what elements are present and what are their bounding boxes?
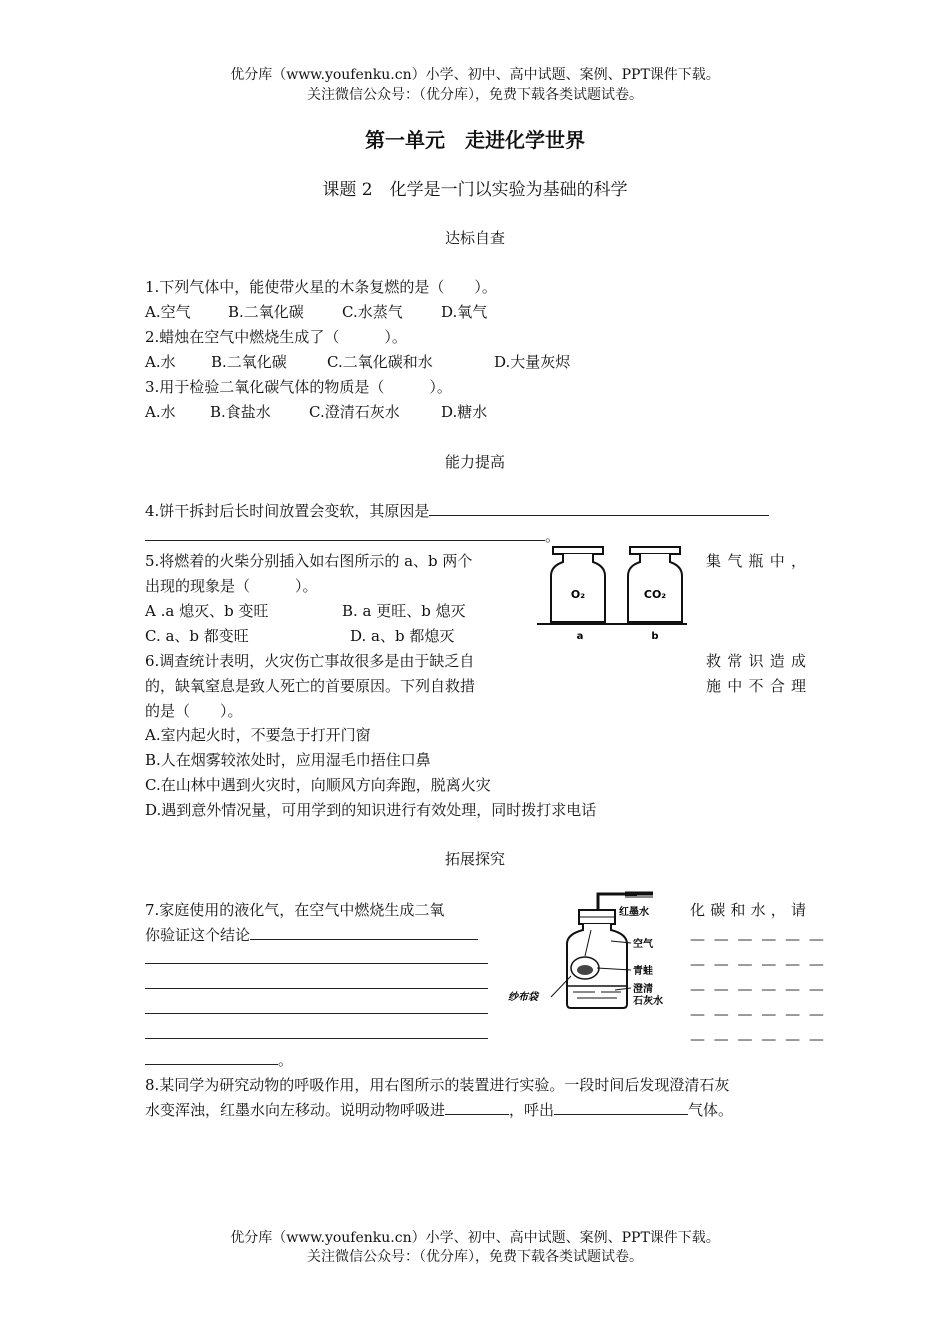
- lesson-title: 课题 2 化学是一门以实验为基础的科学: [322, 180, 628, 200]
- q7-answer-blank-1[interactable]: [250, 925, 478, 940]
- q1-option-d: D.氧气: [441, 303, 488, 321]
- q4-end: 。: [545, 527, 561, 545]
- q7-answer-blank-2[interactable]: [145, 949, 488, 964]
- q2-option-a: A.水: [145, 353, 176, 371]
- label-air: 空气: [633, 939, 653, 950]
- q3-option-d: D.糖水: [441, 403, 488, 421]
- jar-a-gas-label: O₂: [570, 588, 586, 601]
- q6-line1-right: 救常识造成: [706, 652, 806, 670]
- q7-answer-blank-6[interactable]: [145, 1050, 278, 1065]
- q5-line1-right: 集气瓶中，: [706, 552, 806, 570]
- q6-line3: 的是（ ）。: [145, 702, 243, 720]
- page-footer-line1: 优分库（www.youfenku.cn）小学、初中、高中试题、案例、PPT课件下载。: [230, 1230, 720, 1246]
- q3-option-a: A.水: [145, 403, 176, 421]
- q8-blank-exhale[interactable]: [554, 1100, 688, 1115]
- jar-b-gas-label: CO₂: [643, 588, 667, 601]
- q7-line1-left: 7.家庭使用的液化气，在空气中燃烧生成二氧: [145, 901, 445, 919]
- q6-line2-left: 的，缺氧窒息是致人死亡的首要原因。下列自救措: [145, 677, 476, 695]
- q7-answer-blank-4[interactable]: [145, 999, 488, 1014]
- q6-option-a: A.室内起火时，不要急于打开门窗: [145, 726, 371, 744]
- section-heading-basic: 达标自查: [444, 229, 505, 247]
- q4-stem: 4.饼干拆封后长时间放置会变软，其原因是: [145, 502, 430, 520]
- q3-option-b: B.食盐水: [210, 403, 271, 421]
- q6-option-d: D.遇到意外情况量，可用学到的知识进行有效处理，同时拨打求电话: [145, 801, 597, 819]
- q7-stem-end: 你验证这个结论: [145, 926, 251, 944]
- page-footer-line2: 关注微信公众号：（优分库），免费下载各类试题试卷。: [307, 1249, 643, 1265]
- q7-answer-blank-5[interactable]: [145, 1024, 488, 1039]
- q6-line2-right: 施中不合理: [706, 677, 806, 695]
- section-heading-extend: 拓展探究: [444, 850, 505, 868]
- q2-stem: 2.蜡烛在空气中燃烧生成了（ ）。: [145, 328, 407, 346]
- label-limewater-1: 澄清: [633, 984, 653, 995]
- q1-stem: 1.下列气体中，能使带火星的木条复燃的是（ ）。: [145, 278, 497, 296]
- gas-jars-figure: [535, 542, 695, 642]
- q6-option-b: B.人在烟雾较浓处时，应用湿毛巾捂住口鼻: [145, 751, 431, 769]
- q8-line1: 8.某同学为研究动物的呼吸作用，用右图所示的装置进行实验。一段时间后发现澄清石灰: [145, 1076, 730, 1094]
- q3-stem: 3.用于检验二氧化碳气体的物质是（ ）。: [145, 378, 452, 396]
- q4-line1: [145, 500, 769, 521]
- q6-line1-left: 6.调查统计表明，火灾伤亡事故很多是由于缺乏自: [145, 652, 475, 670]
- label-red-ink: 红墨水: [619, 907, 649, 918]
- q4-answer-blank-1[interactable]: [429, 501, 769, 516]
- jar-a-label: a: [576, 631, 584, 642]
- q4-line2: [145, 525, 560, 546]
- unit-title: 第一单元 走进化学世界: [365, 128, 585, 152]
- q8-blank-inhale[interactable]: [445, 1100, 509, 1115]
- q2-option-b: B.二氧化碳: [211, 353, 287, 371]
- q7-answer-blank-3[interactable]: [145, 974, 488, 989]
- q5-line2: 出现的现象是（ ）。: [145, 577, 318, 595]
- q1-option-a: A.空气: [145, 303, 191, 321]
- q7-right-dash-1[interactable]: — — — — — —: [690, 930, 826, 948]
- jar-a: [551, 547, 605, 622]
- q5-option-c: C. a、b 都变旺: [145, 627, 249, 645]
- jar-b-label: b: [651, 631, 659, 642]
- q4-answer-blank-2[interactable]: [145, 526, 545, 541]
- q6-option-c: C.在山林中遇到火灾时，向顺风方向奔跑，脱离火灾: [145, 776, 491, 794]
- page-header-line1: 优分库（www.youfenku.cn）小学、初中、高中试题、案例、PPT课件下载。: [230, 67, 720, 83]
- q7-line2: [145, 924, 478, 945]
- q8-text-b: ，呼出: [509, 1101, 555, 1119]
- q7-right-dash-5[interactable]: — — — — — —: [690, 1030, 826, 1048]
- q5-option-d: D. a、b 都熄灭: [350, 627, 455, 645]
- q5-line1-left: 5.将燃着的火柴分别插入如右图所示的 a、b 两个: [145, 552, 473, 570]
- q7-line-last: [145, 1049, 293, 1070]
- page-header-line2: 关注微信公众号：（优分库），免费下载各类试题试卷。: [307, 87, 643, 103]
- q2-option-c: C.二氧化碳和水: [327, 353, 433, 371]
- q1-option-b: B.二氧化碳: [228, 303, 304, 321]
- q1-option-c: C.水蒸气: [342, 303, 403, 321]
- q8-text-c: 气体。: [688, 1101, 734, 1119]
- q3-option-c: C.澄清石灰水: [309, 403, 400, 421]
- q7-right-dash-2[interactable]: — — — — — —: [690, 955, 826, 973]
- q7-right-dash-4[interactable]: — — — — — —: [690, 1005, 826, 1023]
- q2-option-d: D.大量灰烬: [494, 353, 571, 371]
- q7-right-dash-3[interactable]: — — — — — —: [690, 980, 826, 998]
- q7-end: 。: [278, 1051, 294, 1069]
- label-limewater-2: 石灰水: [633, 996, 663, 1007]
- frog: [577, 965, 593, 975]
- red-ink-droplet: [625, 893, 637, 896]
- q8-line2: [145, 1099, 733, 1120]
- q5-option-a: A .a 熄灭、b 变旺: [145, 602, 269, 620]
- q8-text-a: 水变浑浊，红墨水向左移动。说明动物呼吸进: [145, 1101, 446, 1119]
- q5-option-b: B. a 更旺、b 熄灭: [342, 602, 466, 620]
- q7-line1-right: 化碳和水，请: [690, 901, 806, 919]
- label-frog: 青蛙: [633, 966, 653, 977]
- label-gauze-bag: 纱布袋: [508, 992, 538, 1003]
- section-heading-improve: 能力提高: [444, 453, 505, 471]
- respiration-apparatus-figure: [505, 886, 685, 1016]
- jar-b: [628, 547, 682, 622]
